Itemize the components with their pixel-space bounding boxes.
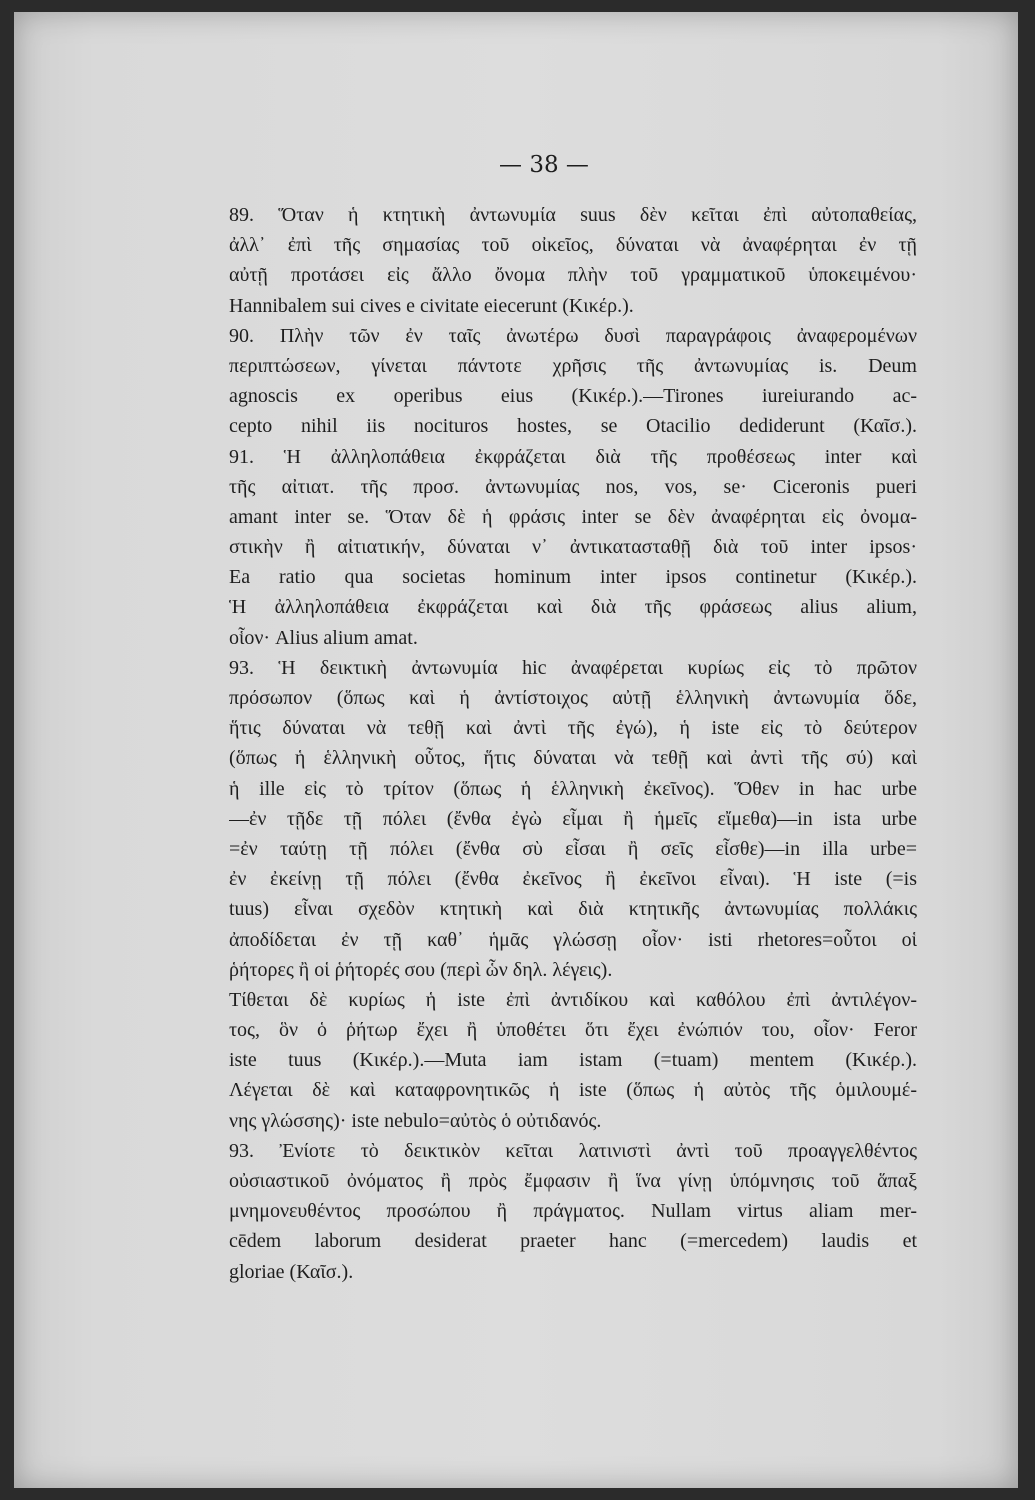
text-line: 90. Πλὴν τῶν ἐν ταῖς ἀνωτέρω δυσὶ παραγράφοις ἀναφερομένων [229,324,917,347]
text-line: στικὴν ἢ αἰτιατικήν, δύναται ν᾽ ἀντικατασταθῇ διὰ τοῦ inter ipsos· [229,536,917,559]
text-line: ἡ ille εἰς τὸ τρίτον (ὅπως ἡ ἑλληνικὴ ἐκεῖνος). Ὅθεν in hac urbe [229,777,917,800]
text-line: cēdem laborum desiderat praeter hanc (=mercedem) laudis et [229,1230,917,1253]
page-number: — 38 — [499,152,589,178]
text-line: iste tuus (Κικέρ.).—Muta iam istam (=tuam) mentem (Κικέρ.). [229,1049,917,1072]
text-line: Λέγεται δὲ καὶ καταφρονητικῶς ἡ iste (ὅπως ἡ αὐτὸς τῆς ὁμιλουμέ- [229,1079,917,1102]
text-line: tuus) εἶναι σχεδὸν κτητικὴ καὶ διὰ κτητικῆς ἀντωνυμίας πολλάκις [229,898,917,921]
text-line: αὐτῇ προτάσει εἰς ἄλλο ὄνομα πλὴν τοῦ γραμματικοῦ ὑποκειμένου· [229,264,917,287]
text-line: 93. Ἐνίοτε τὸ δεικτικὸν κεῖται λατινιστὶ ἀντὶ τοῦ προαγγελθέντος [229,1139,917,1162]
text-line: 93. Ἡ δεικτικὴ ἀντωνυμία hic ἀναφέρεται κυρίως εἰς τὸ πρῶτον [229,656,917,679]
text-line: cepto nihil iis nocituros hostes, se Otacilio dediderunt (Καῖσ.). [229,415,917,438]
text-line: =ἐν ταύτῃ τῇ πόλει (ἔνθα σὺ εἶσαι ἢ σεῖς εἶσθε)—in illa urbe= [229,837,917,860]
text-line: περιπτώσεων, γίνεται πάντοτε χρῆσις τῆς ἀντωνυμίας is. Deum [229,354,917,377]
page-text [229,200,917,1287]
text-line: —ἐν τῇδε τῇ πόλει (ἔνθα ἐγὼ εἶμαι ἢ ἡμεῖς εἴμεθα)—in ista urbe [229,807,917,830]
text-line: μνημονευθέντος προσώπου ἢ πράγματος. Nullam virtus aliam mer- [229,1200,917,1223]
text-line: 89. Ὅταν ἡ κτητικὴ ἀντωνυμία suus δὲν κεῖται ἐπὶ αὐτοπαθείας, [229,204,917,226]
text-line: τῆς αἰτιατ. τῆς προσ. ἀντωνυμίας nos, vos, se· Ciceronis pueri [229,475,917,498]
text-line: Ἡ ἀλληλοπάθεια ἐκφράζεται καὶ διὰ τῆς φράσεως alius alium, [229,596,917,619]
text-line: ἥτις δύναται νὰ τεθῇ καὶ ἀντὶ τῆς ἐγώ), ἡ iste εἰς τὸ δεύτερον [229,717,917,740]
text-line: (ὅπως ἡ ἑλληνικὴ οὗτος, ἥτις δύναται νὰ τεθῇ καὶ ἀντὶ τῆς σύ) καὶ [229,747,917,770]
text-line: τος, ὃν ὁ ῥήτωρ ἔχει ἢ ὑποθέτει ὅτι ἔχει ἐνώπιόν του, οἷον· Feror [229,1019,917,1042]
text-line: Ea ratio qua societas hominum inter ipsos continetur (Κικέρ.). [229,566,917,589]
text-line: οὐσιαστικοῦ ὀνόματος ἢ πρὸς ἔμφασιν ἢ ἵνα γίνῃ ὑπόμνησις τοῦ ἅπαξ [229,1170,917,1192]
text-line: Τίθεται δὲ κυρίως ἡ iste ἐπὶ ἀντιδίκου καὶ καθόλου ἐπὶ ἀντιλέγον- [229,988,917,1011]
text-line: agnoscis ex operibus eius (Κικέρ.).—Tirones iureiurando ac- [229,385,917,408]
text-line: gloriae (Καῖσ.). [229,1260,354,1283]
book-page [14,12,1018,1488]
text-line: amant inter se. Ὅταν δὲ ἡ φράσις inter se δὲν ἀναφέρηται εἰς ὀνομα- [229,505,917,528]
text-line: 91. Ἡ ἀλληλοπάθεια ἐκφράζεται διὰ τῆς προθέσεως inter καὶ [229,445,917,468]
text-line: Hannibalem sui cives e civitate eiecerunt (Κικέρ.). [229,294,634,317]
text-line: ἐν ἐκείνῃ τῇ πόλει (ἔνθα ἐκεῖνος ἢ ἐκεῖνοι εἶναι). Ἡ iste (=is [229,868,917,891]
text-line: νης γλώσσης)· iste nebulo=αὐτὸς ὁ οὐτιδανός. [229,1109,602,1132]
text-line: ἀποδίδεται ἐν τῇ καθ᾽ ἡμᾶς γλώσσῃ οἷον· isti rhetores=οὗτοι οἱ [229,928,917,951]
text-line: ἀλλ᾽ ἐπὶ τῆς σημασίας τοῦ οἰκεῖος, δύναται νὰ ἀναφέρηται ἐν τῇ [229,234,917,257]
text-line: οἷον· Alius alium amat. [229,626,418,649]
text-line: πρόσωπον (ὅπως καὶ ἡ ἀντίστοιχος αὐτῇ ἑλληνικὴ ἀντωνυμία ὅδε, [229,687,917,709]
text-line: ῥήτορες ἢ οἱ ῥήτορές σου (περὶ ὧν δηλ. λέγεις). [229,958,613,981]
